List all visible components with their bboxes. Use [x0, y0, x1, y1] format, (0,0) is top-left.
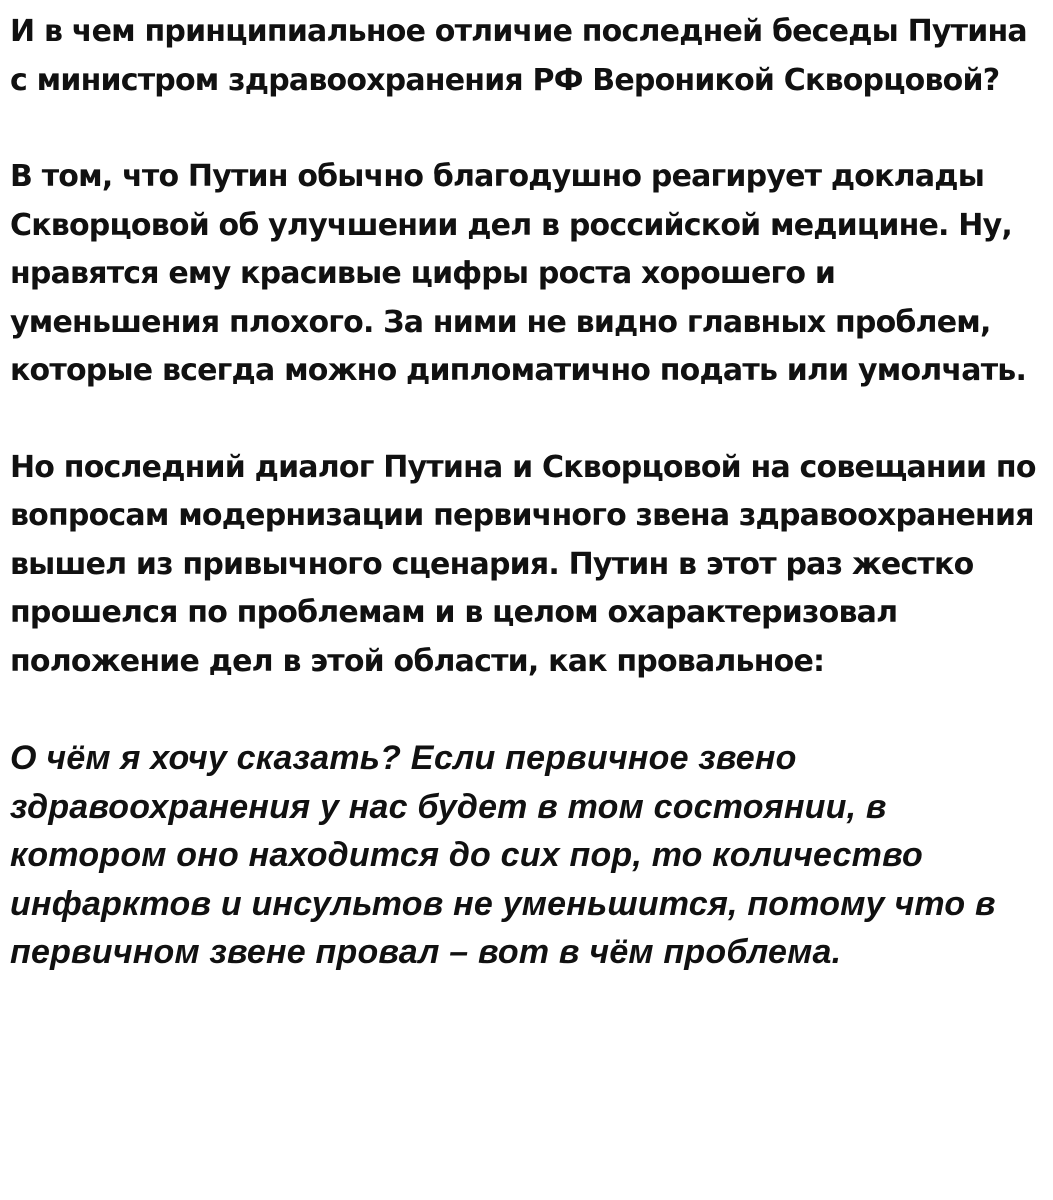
quote-block: О чём я хочу сказать? Если первичное звено здравоохранения у нас будет в том состоянии, в котором оно находится до сих пор, то количество инфарктов и инсультов не уменьшится, потому что в первичном звене провал – вот в чём проблема. — [10, 739, 996, 971]
article-body — [10, 8, 1046, 977]
question-paragraph: И в чем принципиальное отличие последней беседы Путина с министром здравоохранения РФ Вероникой Скворцовой? — [10, 14, 1027, 98]
dialog-paragraph: Но последний диалог Путина и Скворцовой на совещании по вопросам модернизации первичного звена здравоохранения вышел из привычного сценария. Путин в этот раз жестко прошелся по проблемам и в целом охарактеризовал положение дел в этой области, как провальное: — [10, 449, 1036, 679]
context-paragraph: В том, что Путин обычно благодушно реагирует доклады Скворцовой об улучшении дел в российской медицине. Ну, нравятся ему красивые цифры роста хорошего и уменьшения плохого. За ними не видно главных проблем, которые всегда можно дипломатично подать или умолчать. — [10, 159, 1027, 388]
